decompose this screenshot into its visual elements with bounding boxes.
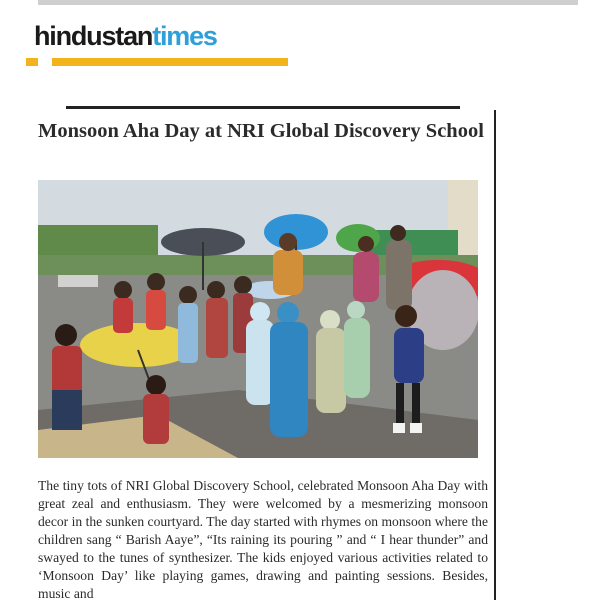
masthead-part1: hindustan [34,21,153,51]
article-headline: Monsoon Aha Day at NRI Global Discovery School [38,120,484,142]
accent-bar-long [52,58,288,66]
top-strip [38,0,578,5]
article-photo [38,180,478,458]
masthead-part2: times [152,21,217,51]
masthead-logo [34,18,217,54]
article-right-rule [494,110,496,600]
article-top-rule [66,106,460,109]
article-body: The tiny tots of NRI Global Discovery School, celebrated Monsoon Aha Day with great zeal and enthusiasm. They were welcomed by a mesmerizing monsoon decor in the sunken courtyard. The day started with rhymes on monsoon where the children sang “ Barish Aaye”, “Its raining its pouring ” and “ I hear thunder” and swayed to the tunes of synthesizer. The kids enjoyed various activities related to ‘Monsoon Day’ like playing games, drawing and painting sessions. Besides, music and [38,478,488,601]
accent-bar-small [26,58,38,66]
